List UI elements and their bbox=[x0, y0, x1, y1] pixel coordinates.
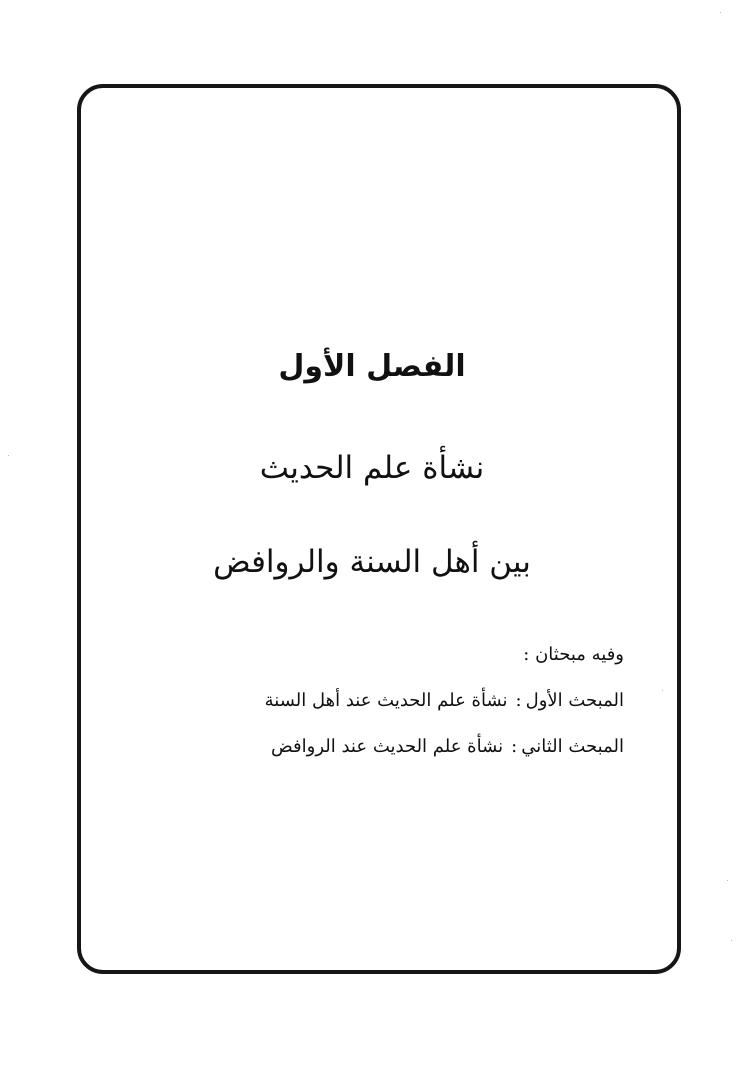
section-label: المبحث الأول bbox=[525, 690, 624, 711]
section-item-2 bbox=[204, 732, 624, 762]
chapter-subtitle-line-1: نشأة علم الحديث bbox=[259, 450, 485, 486]
scan-speck bbox=[731, 940, 732, 941]
section-title: نشأة علم الحديث عند أهل السنة bbox=[264, 690, 508, 711]
section-separator: : bbox=[515, 690, 522, 711]
chapter-title: الفصل الأول bbox=[278, 349, 466, 384]
section-separator: : bbox=[511, 736, 518, 757]
scan-speck bbox=[662, 690, 663, 691]
section-item-1 bbox=[204, 686, 624, 716]
scan-speck bbox=[727, 880, 728, 881]
scan-speck bbox=[8, 455, 9, 456]
section-label: المبحث الثاني bbox=[521, 736, 624, 757]
sections-list bbox=[204, 640, 624, 762]
chapter-subtitle-line-2: بين أهل السنة والروافض bbox=[213, 544, 531, 580]
section-title: نشأة علم الحديث عند الروافض bbox=[270, 736, 504, 757]
page-border-frame bbox=[77, 84, 681, 974]
scan-speck bbox=[720, 12, 721, 13]
sections-intro: وفيه مبحثان : bbox=[523, 644, 624, 665]
